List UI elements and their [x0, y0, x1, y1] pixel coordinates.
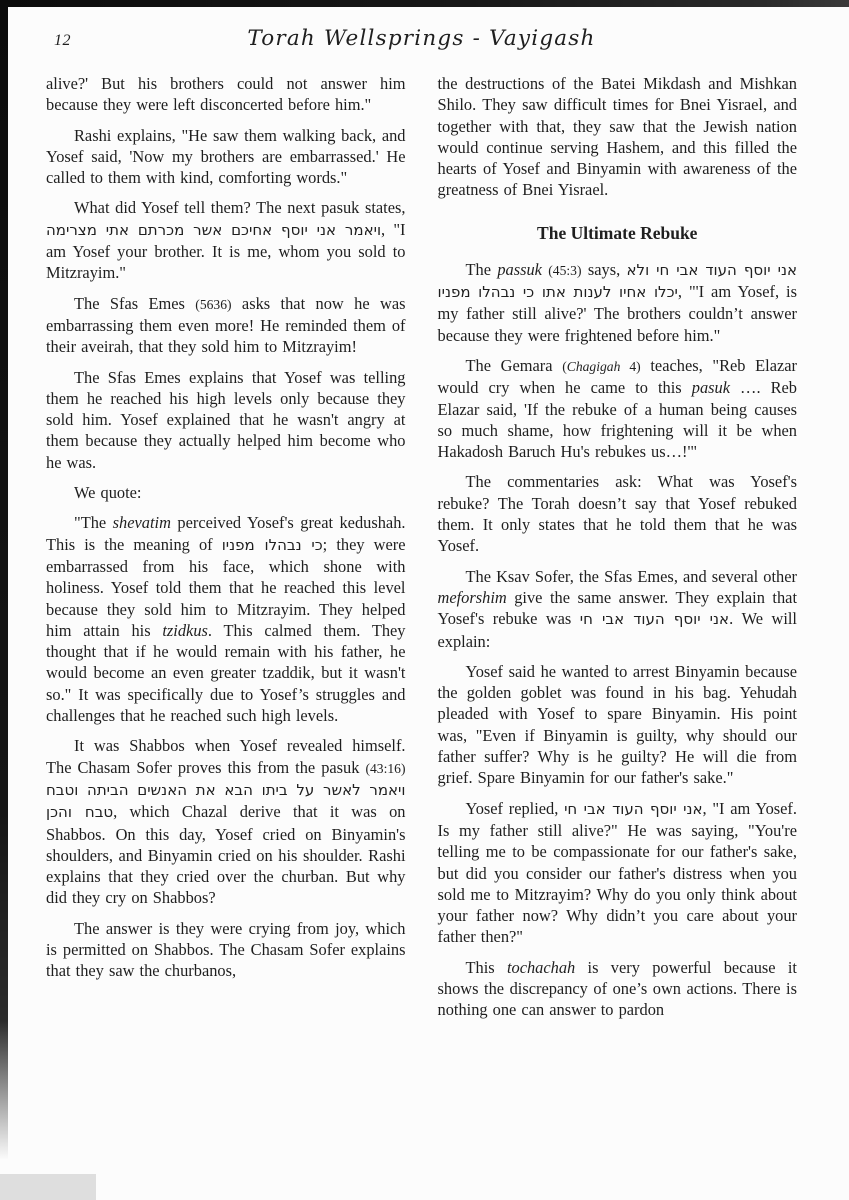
paragraph: What did Yosef tell them? The next pasuk states, ויאמר אני יוסף אחיכם אשר מכרתם אתי מצרימה, "I am Yosef your brother. It is me, whom you sold to Mitzrayim." — [46, 198, 406, 283]
text-columns — [46, 73, 797, 1021]
paragraph: The Sfas Emes explains that Yosef was telling them he reached his high levels only because they sold him. Yosef explained that he wasn't angry at them because they actually helped him become who he was. — [46, 367, 406, 472]
hebrew-text: כי נבהלו מפניו — [221, 535, 323, 554]
paragraph: Yosef said he wanted to arrest Binyamin because the golden goblet was found in his bag. Yehudah pleaded with Yosef to spare Binyamin. His point was, "Even if Binyamin is guilty, why should our father suffer? Why is he guilty? He will die from grief. Spare Binyamin for our father's sake." — [437, 661, 797, 788]
paragraph: Yosef replied, אני יוסף העוד אבי חי, "I am Yosef. Is my father still alive?" He was saying, "You're telling me to be compassionate for our father's sake, but did you consider our father's distress when you sold me to Mitzrayim? Why do you only think about your father now? Why didn’t you care about your father then?" — [437, 798, 797, 947]
paragraph: the destructions of the Batei Mikdash and Mishkan Shilo. They saw difficult times for Bnei Yisrael, and together with that, they saw that the Jewish nation would continue serving Hashem, and this filled the hearts of Yosef and Binyamin with awareness of the greatness of Bnei Yisrael. — [437, 74, 797, 200]
column-right — [438, 73, 798, 1021]
page-header — [46, 26, 797, 58]
hebrew-text: ויאמר אני יוסף אחיכם אשר מכרתם אתי מצרימה — [46, 220, 382, 239]
scan-edge-top — [0, 0, 849, 7]
paragraph: "The shevatim perceived Yosef's great kedushah. This is the meaning of כי נבהלו מפניו; they were embarrassed from his face, which shone with holiness. Yosef told them that he reached this level because they sold him to Mitzrayim. They helped him attain his tzidkus. This calmed them. They thought that if he would remain with his father, he would become an even greater tzaddik, but it wasn't so." It was specifically due to Yosef’s struggles and challenges that he reached such high levels. — [46, 513, 406, 726]
paragraph: The Ksav Sofer, the Sfas Emes, and several other meforshim give the same answer. They explain that Yosef's rebuke was אני יוסף העוד אבי חי. We will explain: — [437, 566, 797, 651]
paragraph: We quote: — [74, 483, 142, 503]
paragraph: The Gemara (Chagigah 4) teaches, "Reb Elazar would cry when he came to this pasuk …. Reb Elazar said, 'If the rebuke of a human being causes so much shame, how frightening will it be when Hakadosh Baruch Hu's rebukes us…!'" — [437, 355, 797, 462]
paragraph: It was Shabbos when Yosef revealed himself. The Chasam Sofer proves this from the pasuk (43:16) ויאמר לאשר על ביתו הבא את האנשים הביתה וטבח טבח והכן, which Chazal derive that it was on Shabbos. On this day, Yosef cried on Binyamin's shoulders, and Binyamin cried on his shoulder. Rashi explains that they cried over the churban. But why did they cry on Shabbos? — [46, 736, 406, 908]
paragraph: The Sfas Emes (5636) asks that now he was embarrassing them even more! He reminded them of their aveirah, that they sold him to Mitzrayim! — [46, 293, 406, 357]
hebrew-text: אני יוסף העוד אבי חי ולא יכלו אחיו לענות אתו כי נבהלו מפניו — [437, 260, 797, 302]
paragraph: The answer is they were crying from joy, which is permitted on Shabbos. The Chasam Sofer explains that they saw the churbanos, — [46, 918, 406, 981]
paragraph: The commentaries ask: What was Yosef's rebuke? The Torah doesn’t say that Yosef rebuked them. It only states that he told them that he was Yosef. — [437, 472, 797, 556]
column-left — [46, 73, 406, 1021]
page-number: 12 — [54, 32, 71, 49]
scan-edge-left — [0, 0, 8, 1160]
hebrew-text: אני יוסף העוד אבי חי — [564, 799, 703, 818]
hebrew-text: ויאמר לאשר על ביתו הבא את האנשים הביתה וטבח טבח והכן — [46, 780, 406, 822]
paragraph: This tochachah is very powerful because it shows the discrepancy of one’s own actions. There is nothing one can answer to pardon — [437, 957, 797, 1020]
paragraph: The passuk (45:3) says, אני יוסף העוד אבי חי ולא יכלו אחיו לענות אתו כי נבהלו מפניו, "'I am Yosef, is my father still alive?' The brothers couldn’t answer because they were frightened before him." — [437, 259, 797, 345]
section-heading: The Ultimate Rebuke — [537, 222, 698, 243]
scan-shadow-bottom-left — [0, 1174, 96, 1200]
paragraph: alive?' But his brothers could not answer him because they were left disconcerted before him." — [46, 74, 406, 115]
paragraph: Rashi explains, "He saw them walking back, and Yosef said, 'Now my brothers are embarrassed.' He called to them with kind, comforting words." — [46, 125, 406, 188]
page-title: Torah Wellsprings - Vayigash — [247, 26, 596, 51]
hebrew-text: אני יוסף העוד אבי חי — [579, 610, 730, 629]
